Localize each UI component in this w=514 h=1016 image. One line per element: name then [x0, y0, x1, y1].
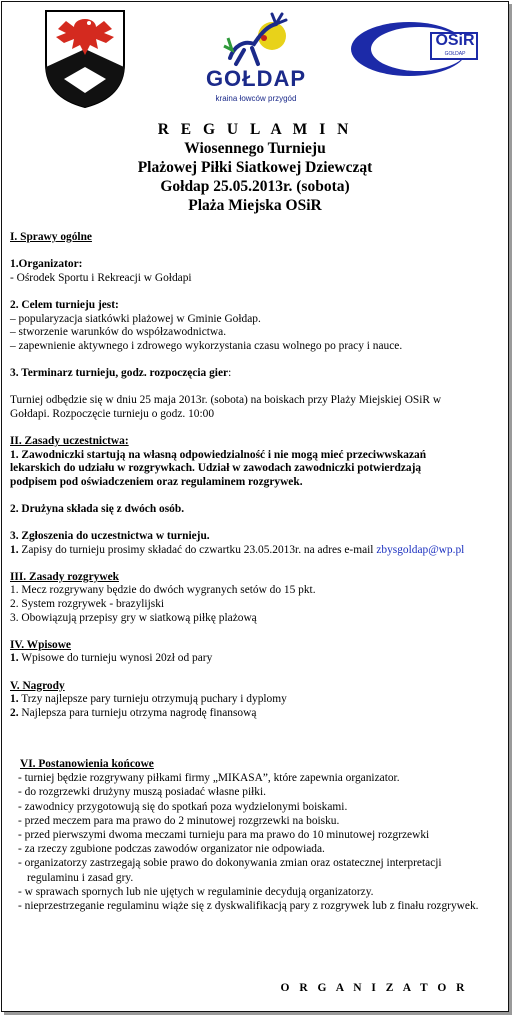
schedule-text: Turniej odbędzie się w dniu 25 maja 2013r. (sobota) na boiskach przy Plaży Miejskiej OSiR w — [10, 394, 442, 407]
final-provision-item: - w sprawach spornych lub nie ujętych w regulaminie decydują organizatorzy. — [18, 885, 374, 898]
list-number: 1. — [10, 652, 19, 665]
final-provision-item: - zawodnicy przygotowują się do spotkań poza wydzielonymi boiskami. — [18, 800, 348, 813]
final-provision-item: - organizatorzy zastrzegają sobie prawo do dokonywania zmian oraz ostatecznej interpretacji regulaminu i zasad gry. — [18, 857, 442, 884]
list-number: 1. — [10, 543, 19, 556]
final-provision-item: - turniej będzie rozgrywany piłkami firmy „MIKASA”, które zapewnia organizator. — [18, 772, 400, 785]
prize-item — [10, 707, 506, 721]
goals-label: 2. Celem turnieju jest: — [10, 298, 119, 311]
goldap-logo — [192, 10, 320, 110]
regulations-body — [10, 231, 506, 720]
registration-text: Zapisy do turnieju prosimy składać do czwartku 23.05.2013r. na adres e-mail — [18, 543, 377, 556]
schedule-colon: : — [228, 366, 232, 379]
goal-item: – popularyzacja siatkówki plażowej w Gminie Gołdap. — [10, 312, 261, 325]
title-discipline: Plażowej Piłki Siatkowej Dziewcząt — [137, 159, 373, 176]
game-rule-item: 3. Obowiązują przepisy gry w siatkową piłkę plażową — [10, 611, 257, 624]
deer-mascot-icon — [214, 10, 300, 68]
final-provisions — [10, 757, 490, 913]
title-date: Gołdap 25.05.2013r. (sobota) — [160, 178, 350, 195]
osir-logo — [347, 19, 481, 79]
section-heading-final: VI. Postanowienia końcowe — [20, 758, 154, 770]
section-heading-general: I. Sprawy ogólne — [10, 231, 92, 243]
document-page — [1, 1, 509, 1012]
schedule-text: Gołdapi. Rozpoczęcie turnieju o godz. 10:00 — [10, 407, 215, 420]
final-provision-item: - do rozgrzewki drużyny muszą posiadać własne piłki. — [18, 786, 266, 799]
goal-item: – stworzenie warunków do współzawodnictwa. — [10, 326, 227, 339]
osir-logo-subtext: GOŁDAP — [444, 51, 466, 57]
organizer-signature: O R G A N I Z A T O R — [280, 982, 468, 994]
goldap-tagline: kraina łowców przygód — [215, 94, 297, 103]
header-logos — [2, 2, 508, 114]
participation-rule-3-label: 3. Zgłoszenia do uczestnictwa w turnieju. — [10, 530, 210, 543]
final-provision-item: - za rzeczy zgubione podczas zawodów organizator nie odpowiada. — [18, 843, 325, 856]
final-provision-item: - przed meczem para ma prawo do 2 minutowej rozgrzewki na boisku. — [18, 814, 340, 827]
osir-logo-text: OSiR — [435, 32, 475, 49]
participation-rule-2: 2. Drużyna składa się z dwóch osób. — [10, 502, 185, 515]
title-tournament: Wiosennego Turnieju — [184, 140, 326, 157]
final-provision-item: - przed pierwszymi dwoma meczami turnieju para ma prawo do 10 minutowej rozgrzewki — [18, 829, 430, 842]
document-title — [2, 120, 508, 215]
list-number: 2. — [10, 706, 19, 719]
title-regulamin: R E G U L A M I N — [157, 121, 353, 138]
section-heading-participation: II. Zasady uczestnictwa: — [10, 434, 129, 447]
game-rule-item: 1. Mecz rozgrywany będzie do dwóch wygranych setów do 15 pkt. — [10, 584, 316, 597]
prize-item — [10, 693, 506, 707]
goldap-coat-of-arms-icon — [44, 9, 126, 109]
prize-text: Najlepsza para turnieju otrzyma nagrodę finansową — [18, 706, 257, 719]
final-provision-item: - nieprzestrzeganie regulaminu wiąże się z dyskwalifikacją pary z rozgrywek lub z finału rozgrywek. — [18, 900, 479, 913]
goal-item: – zapewnienie aktywnego i zdrowego wykorzystania czasu wolnego po pracy i nauce. — [10, 339, 403, 352]
prize-text: Trzy najlepsze pary turnieju otrzymują puchary i dyplomy — [18, 693, 287, 706]
game-rule-item: 2. System rozgrywek - brazylijski — [10, 598, 165, 611]
title-venue: Plaża Miejska OSiR — [188, 197, 322, 214]
participation-rule-3 — [10, 544, 506, 558]
entry-fee-item — [10, 652, 506, 666]
organizer-label: 1.Organizator: — [10, 258, 83, 271]
participation-rule-1: 1. Zawodniczki startują na własną odpowiedzialność i nie mogą mieć przeciwwskazań — [10, 448, 427, 461]
goldap-logo-text: GOŁDAP — [205, 66, 307, 91]
participation-rule-1: lekarskich do udziału w rozgrywkach. Udział w zawodach zawodniczki potwierdzają — [10, 462, 422, 475]
organizer-value: - Ośrodek Sportu i Rekreacji w Gołdapi — [10, 271, 192, 284]
participation-rule-1: podpisem pod oświadczeniem oraz regulaminem rozgrywek. — [10, 475, 303, 488]
schedule-label: 3. Terminarz turnieju, godz. rozpoczęcia gier — [10, 366, 229, 379]
entry-fee-text: Wpisowe do turnieju wynosi 20zł od pary — [18, 652, 213, 665]
schedule-label-line — [10, 367, 506, 381]
section-heading-prizes: V. Nagrody — [10, 679, 65, 692]
section-heading-entry-fee: IV. Wpisowe — [10, 638, 71, 651]
section-heading-game-rules: III. Zasady rozgrywek — [10, 570, 119, 583]
email-link[interactable]: zbysgoldap@wp.pl — [376, 543, 465, 556]
list-number: 1. — [10, 693, 19, 706]
